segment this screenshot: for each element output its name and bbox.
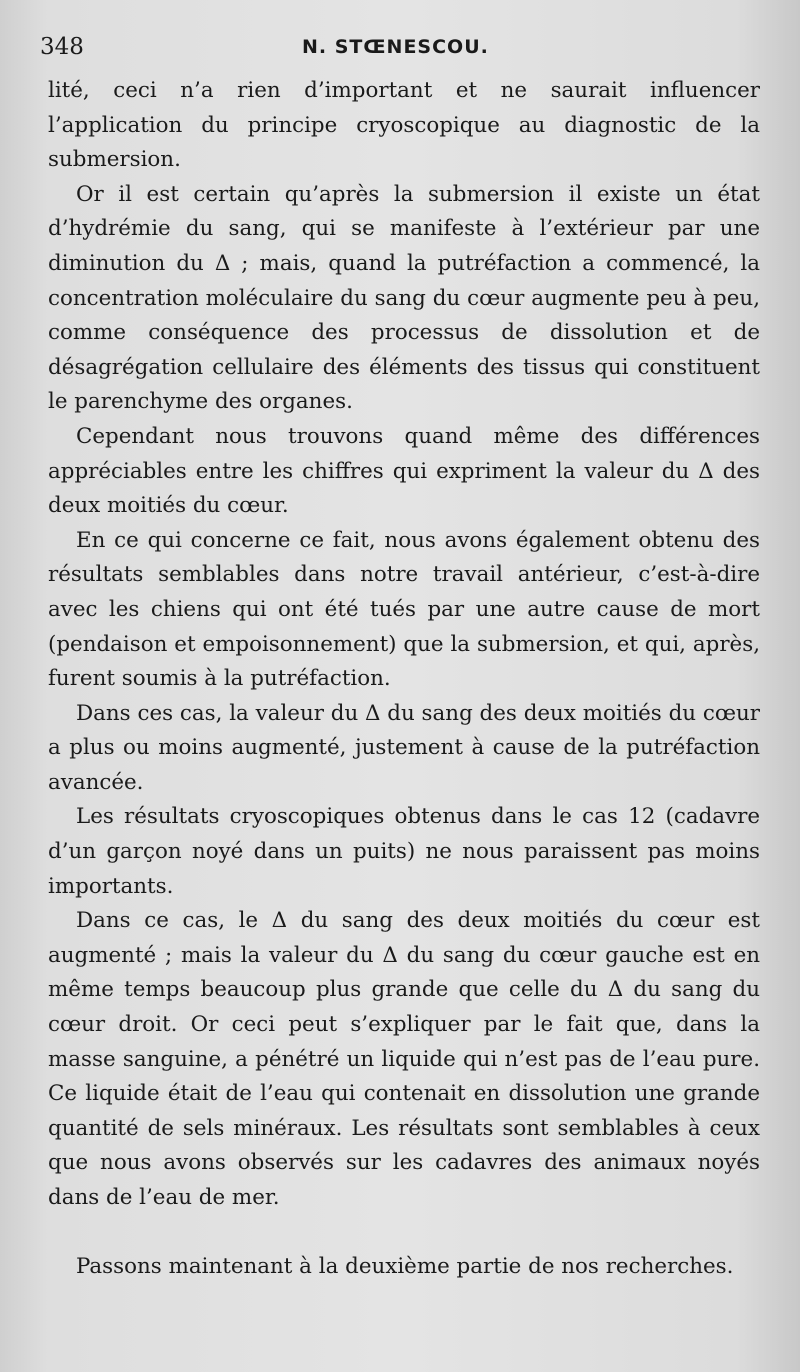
paragraph-differences: Cependant nous trouvons quand même des différences appréciables entre les chiffres qui expriment la valeur du Δ des deux moitiés du cœur. xyxy=(48,423,760,519)
body-text xyxy=(48,74,760,1284)
page-number: 348 xyxy=(40,34,84,60)
page-header xyxy=(40,34,760,66)
paragraph-continuation: lité, ceci n’a rien d’important et ne saurait influencer l’application du principe cryoscopique au diagnostic de la submersion. xyxy=(48,78,760,173)
paragraph-hydremie: Or il est certain qu’après la submersion il existe un état d’hydrémie du sang, qui se manifeste à l’extérieur par une diminution du Δ ; mais, quand la putréfaction a commencé, la concentration moléculaire du sang du cœur augmente peu à peu, comme conséquence des processus de dissolution et de désagrégation cellulaire des éléments des tissus qui constituent le parenchyme des organes. xyxy=(48,181,760,415)
paragraph-cas-12: Les résultats cryoscopiques obtenus dans le cas 12 (cadavre d’un garçon noyé dans un puits) ne nous paraissent pas moins importants. xyxy=(48,804,760,899)
paragraph-coeur-gauche: Dans ce cas, le Δ du sang des deux moitiés du cœur est augmenté ; mais la valeur du Δ du sang du cœur gauche est en même temps beaucoup plus grande que celle du Δ du sang du cœur droit. Or ceci peut s’expliquer par le fait que, dans la masse sanguine, a pénétré un liquide qui n’est pas de l’eau pure. Ce liquide était de l’eau qui contenait en dissolution une grande quantité de sels minéraux. Les résultats sont semblables à ceux que nous avons observés sur les cadavres des animaux noyés dans de l’eau de mer. xyxy=(48,908,760,1210)
running-head: N. STŒNESCOU. xyxy=(302,36,489,58)
paragraph-travail-anterieur: En ce qui concerne ce fait, nous avons également obtenu des résultats semblables dans notre travail antérieur, c’est-à-dire avec les chiens qui ont été tués par une autre cause de mort (pendaison et empoisonnement) que la submersion, et qui, après, furent soumis à la putréfaction. xyxy=(48,527,760,692)
paragraph-deuxieme-partie: Passons maintenant à la deuxième partie de nos recherches. xyxy=(76,1253,734,1279)
paragraph-putrefaction: Dans ces cas, la valeur du Δ du sang des deux moitiés du cœur a plus ou moins augmenté, justement à cause de la putréfaction avancée. xyxy=(48,700,760,795)
